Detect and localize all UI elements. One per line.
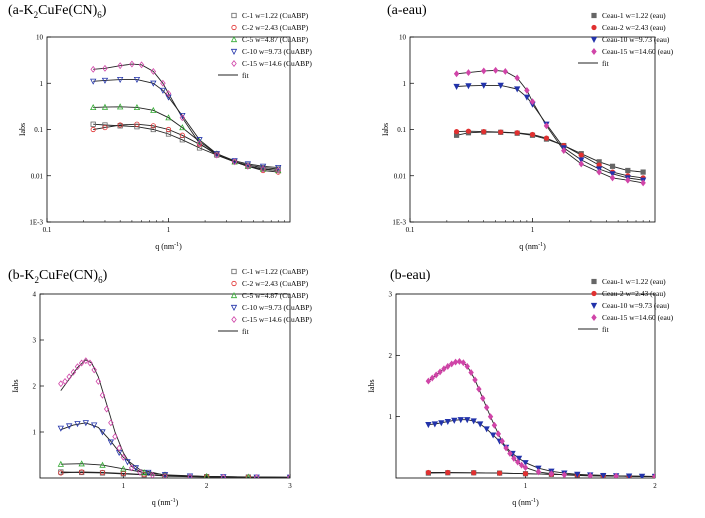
panel-title: (a-eau) xyxy=(387,3,427,18)
x-axis-label: q $(nm^{-1})$ xyxy=(519,242,546,251)
y-tick-label: 1E-3 xyxy=(392,218,406,227)
data-point xyxy=(438,369,442,375)
legend-label: C-2 w=2.43 (CuABP) xyxy=(242,279,309,288)
legend-marker xyxy=(232,281,236,285)
series-C-1 xyxy=(91,122,280,171)
data-point xyxy=(434,372,438,378)
legend-marker xyxy=(232,269,236,273)
legend-label: Ceau-15 w=14.60 (eau) xyxy=(602,47,674,56)
panel-title: (b-eau) xyxy=(390,268,431,283)
legend-marker xyxy=(592,25,596,29)
data-point xyxy=(426,378,430,384)
x-axis-label: q $(nm^{-1})$ xyxy=(512,498,539,507)
legend-label: Ceau-1 w=1.22 (eau) xyxy=(602,11,666,20)
y-tick-label: 3 xyxy=(388,290,392,299)
series-C-2 xyxy=(454,129,645,180)
data-point xyxy=(497,471,501,475)
series-C-10 xyxy=(58,421,292,480)
legend-marker xyxy=(232,317,236,323)
data-point xyxy=(426,470,430,474)
legend-marker xyxy=(232,25,236,29)
data-point xyxy=(478,422,483,427)
fit-line-C-5 xyxy=(93,107,278,171)
data-point xyxy=(579,153,583,157)
legend-marker xyxy=(592,37,597,42)
series-C-10 xyxy=(426,418,658,480)
data-point xyxy=(472,471,476,475)
y-tick-label: 4 xyxy=(32,290,36,299)
y-tick-label: 10 xyxy=(399,33,406,42)
data-point xyxy=(515,131,519,135)
y-axis-label: Iabs xyxy=(367,379,376,393)
legend-label: C-5 w=4.87 (CuABP) xyxy=(242,291,309,300)
x-axis-label: q $(nm^{-1})$ xyxy=(155,242,182,251)
y-tick-label: 2 xyxy=(388,351,392,360)
data-point xyxy=(641,180,645,186)
legend xyxy=(578,277,674,334)
data-point xyxy=(579,161,583,167)
fit-line-C-15 xyxy=(457,70,643,182)
legend-marker xyxy=(592,303,597,308)
legend-marker xyxy=(592,49,596,55)
series-C-5 xyxy=(91,104,281,173)
chart-panel-b-K2 xyxy=(11,267,312,507)
data-point xyxy=(430,375,434,381)
data-point xyxy=(523,465,527,471)
legend xyxy=(218,11,312,80)
legend-marker xyxy=(232,37,237,42)
y-tick-label: 2 xyxy=(32,382,36,391)
x-tick-label: 0.1 xyxy=(42,226,52,234)
legend-label: C-1 w=1.22 (CuABP) xyxy=(242,11,309,20)
data-point xyxy=(493,68,497,74)
x-tick-label: 1 xyxy=(121,482,126,490)
data-point xyxy=(492,422,496,428)
data-point xyxy=(457,359,461,365)
fit-line-C-10 xyxy=(61,423,290,478)
data-point xyxy=(481,395,485,401)
legend-label: C-15 w=14.6 (CuABP) xyxy=(242,315,312,324)
y-tick-label: 0.1 xyxy=(397,126,406,134)
x-tick-label: 1 xyxy=(523,482,528,490)
legend xyxy=(578,11,674,68)
data-point xyxy=(503,69,507,75)
x-tick-label: 2 xyxy=(653,482,657,490)
legend-marker xyxy=(592,291,596,295)
y-axis-label: Iabs xyxy=(18,122,27,137)
x-tick-label: 2 xyxy=(204,482,209,490)
data-point xyxy=(454,71,458,77)
data-point xyxy=(530,132,534,136)
x-tick-label: 1 xyxy=(530,226,535,234)
data-point xyxy=(482,68,486,74)
plot-area xyxy=(454,68,646,186)
legend-label: C-10 w=9.73 (CuABP) xyxy=(242,47,312,56)
legend-marker xyxy=(592,279,596,283)
data-point xyxy=(71,369,75,375)
chart-panel-a-K2 xyxy=(18,11,312,251)
data-point xyxy=(482,129,486,133)
fit-line-C-1 xyxy=(457,132,643,172)
plot-frame xyxy=(410,37,655,222)
panel-title: $(b-K_2CuFe(CN)_6)$ xyxy=(8,268,108,285)
legend-label: Ceau-1 w=1.22 (eau) xyxy=(602,277,666,286)
fit-line-C-2 xyxy=(457,131,643,178)
y-tick-label: 1 xyxy=(39,79,43,88)
data-point xyxy=(597,169,601,175)
data-point xyxy=(523,472,527,476)
fit-line-C-15 xyxy=(61,360,290,478)
legend-label: C-10 w=9.73 (CuABP) xyxy=(242,303,312,312)
legend-marker xyxy=(232,49,237,54)
data-point xyxy=(641,170,645,174)
series-C-1 xyxy=(426,471,657,479)
plot-area xyxy=(426,359,658,480)
y-axis-label: Iabs xyxy=(381,122,390,137)
legend-fit-label: fit xyxy=(242,71,249,80)
chart-panel-b-eau xyxy=(367,277,674,507)
data-point xyxy=(59,381,63,387)
legend-label: Ceau-10 w=9.73 (eau) xyxy=(602,35,670,44)
data-point xyxy=(477,386,481,392)
x-tick-label: 1 xyxy=(166,226,171,234)
data-point xyxy=(466,129,470,133)
panel-title: $(a-K_2CuFe(CN)_6)$ xyxy=(8,3,107,20)
legend-label: C-2 w=2.43 (CuABP) xyxy=(242,23,309,32)
legend-marker xyxy=(232,61,236,67)
y-tick-label: 3 xyxy=(32,336,36,345)
plot-area xyxy=(58,358,292,480)
series-C-15 xyxy=(59,358,293,480)
y-tick-label: 0.01 xyxy=(30,172,43,181)
x-axis-label: q $(nm^{-1})$ xyxy=(151,498,179,507)
x-tick-label: 3 xyxy=(288,482,292,490)
data-point xyxy=(58,426,63,431)
legend-fit-label: fit xyxy=(602,59,609,68)
legend-label: C-15 w=14.6 (CuABP) xyxy=(242,59,312,68)
legend xyxy=(218,267,312,336)
data-point xyxy=(610,164,614,168)
y-tick-label: 1 xyxy=(32,428,36,437)
data-point xyxy=(488,414,492,420)
chart-panel-a-eau xyxy=(381,11,674,251)
legend-label: Ceau-2 w=2.43 (eau) xyxy=(602,23,666,32)
legend-marker xyxy=(592,315,596,321)
fit-line-C-10 xyxy=(428,420,655,477)
data-point xyxy=(442,366,446,372)
data-point xyxy=(610,175,614,181)
data-point xyxy=(471,419,476,424)
legend-fit-label: fit xyxy=(602,325,609,334)
y-tick-label: 1 xyxy=(388,413,392,422)
legend-label: C-5 w=4.87 (CuABP) xyxy=(242,35,309,44)
legend-label: Ceau-2 w=2.43 (eau) xyxy=(602,289,666,298)
legend-label: Ceau-10 w=9.73 (eau) xyxy=(602,301,670,310)
data-point xyxy=(519,462,523,468)
data-point xyxy=(454,129,458,133)
y-tick-label: 0.1 xyxy=(34,126,43,134)
legend-marker xyxy=(232,305,237,310)
plot-area xyxy=(91,61,281,174)
y-axis-label: Iabs xyxy=(11,379,20,393)
legend-label: Ceau-15 w=14.60 (eau) xyxy=(602,313,674,322)
series-C-15 xyxy=(91,61,280,173)
data-point xyxy=(626,168,630,172)
data-point xyxy=(466,70,470,76)
y-tick-label: 1E-3 xyxy=(29,218,43,227)
data-point xyxy=(498,130,502,134)
data-point xyxy=(446,364,450,370)
data-point xyxy=(484,405,488,411)
legend-marker xyxy=(232,13,236,17)
data-point xyxy=(544,136,548,140)
x-tick-label: 0.1 xyxy=(405,226,415,234)
legend-label: C-1 w=1.22 (CuABP) xyxy=(242,267,309,276)
y-tick-label: 10 xyxy=(36,33,43,42)
y-tick-label: 0.01 xyxy=(393,172,406,181)
legend-fit-label: fit xyxy=(242,327,249,336)
y-tick-label: 1 xyxy=(402,79,406,88)
legend-marker xyxy=(592,13,596,17)
data-point xyxy=(446,470,450,474)
